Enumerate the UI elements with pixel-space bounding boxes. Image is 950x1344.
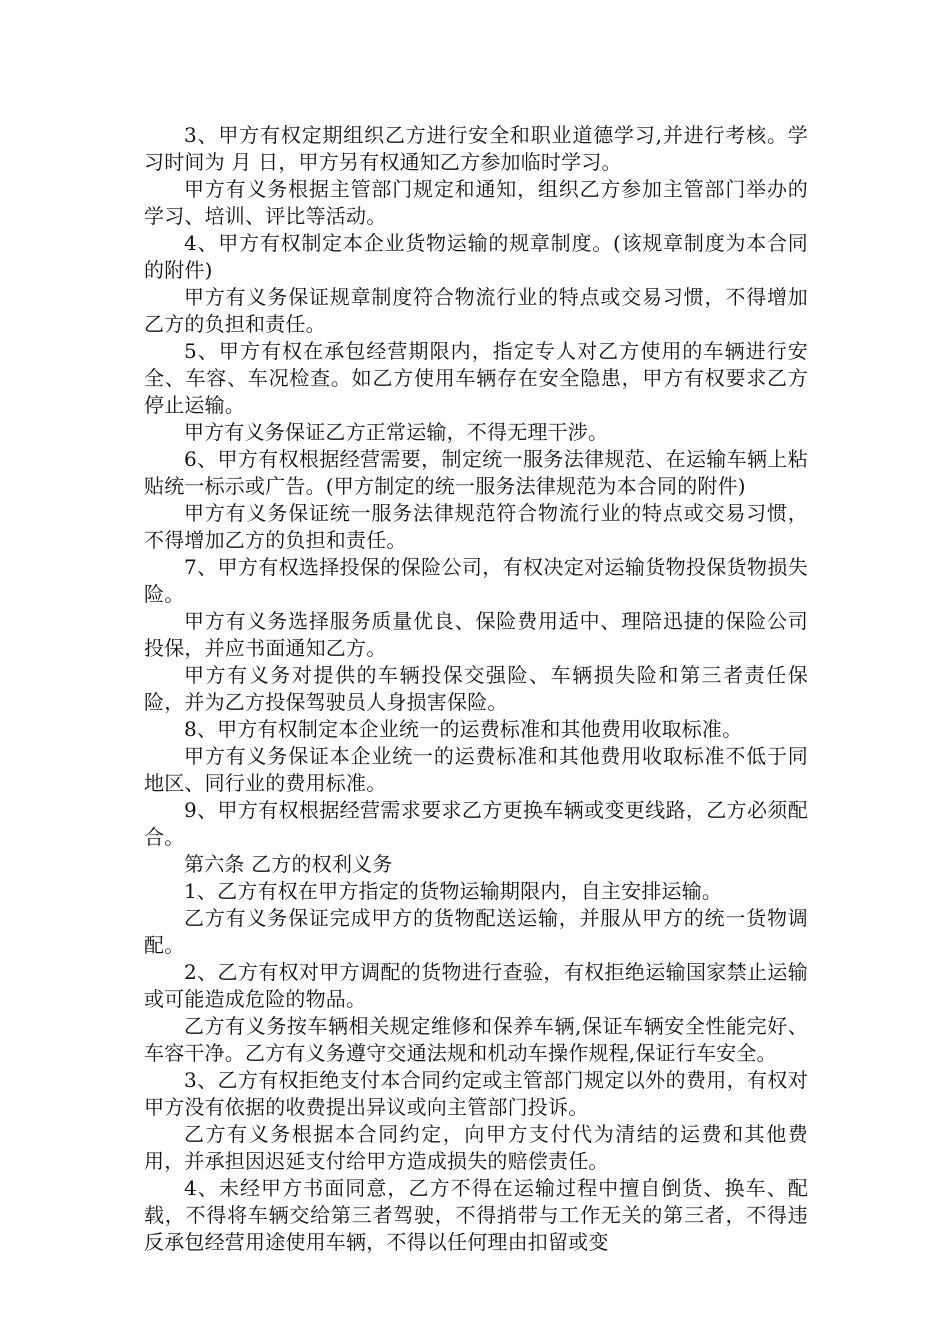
section-heading-article-6: 第六条 乙方的权利义务 <box>184 852 393 876</box>
paragraph-b-clause-2-right: 2、乙方有权对甲方调配的货物进行查验，有权拒绝运输国家禁止运输或可能造成危险的物品。 <box>144 960 808 1011</box>
paragraph-b-clause-2-duty: 乙方有义务按车辆相关规定维修和保养车辆,保证车辆安全性能完好、车容干净。乙方有义务遵守交通法规和机动车操作规程,保证行车安全。 <box>144 1014 808 1065</box>
paragraph-clause-6-duty: 甲方有义务保证统一服务法律规范符合物流行业的特点或交易习惯，不得增加乙方的负担和责任。 <box>144 501 808 552</box>
paragraph-clause-5-duty: 甲方有义务保证乙方正常运输，不得无理干涉。 <box>184 420 609 444</box>
paragraph-b-clause-3-duty: 乙方有义务根据本合同约定，向甲方支付代为清结的运费和其他费用，并承担因迟延支付给甲方造成损失的赔偿责任。 <box>144 1122 808 1173</box>
paragraph-clause-3-right: 3、甲方有权定期组织乙方进行安全和职业道德学习,并进行考核。学习时间为 月 日，甲方另有权通知乙方参加临时学习。 <box>144 123 808 174</box>
paragraph-clause-7-duty-a: 甲方有义务选择服务质量优良、保险费用适中、理陪迅捷的保险公司投保，并应书面通知乙方。 <box>144 609 808 660</box>
paragraph-clause-7-duty-b: 甲方有义务对提供的车辆投保交强险、车辆损失险和第三者责任保险，并为乙方投保驾驶员人身损害保险。 <box>144 663 808 714</box>
paragraph-clause-9-right: 9、甲方有权根据经营需求要求乙方更换车辆或变更线路，乙方必须配合。 <box>144 798 808 849</box>
paragraph-b-clause-4: 4、未经甲方书面同意，乙方不得在运输过程中擅自倒货、换车、配载，不得将车辆交给第三者驾驶，不得捎带与工作无关的第三者，不得违反承包经营用途使用车辆，不得以任何理由扣留或变 <box>144 1176 808 1254</box>
paragraph-clause-7-right: 7、甲方有权选择投保的保险公司，有权决定对运输货物投保货物损失险。 <box>144 555 808 606</box>
document-body <box>144 122 808 1256</box>
paragraph-b-clause-1-right: 1、乙方有权在甲方指定的货物运输期限内，自主安排运输。 <box>184 879 723 903</box>
paragraph-clause-8-duty: 甲方有义务保证本企业统一的运费标准和其他费用收取标准不低于同地区、同行业的费用标准。 <box>144 744 808 795</box>
paragraph-b-clause-1-duty: 乙方有义务保证完成甲方的货物配送运输，并服从甲方的统一货物调配。 <box>144 906 808 957</box>
paragraph-clause-5-right: 5、甲方有权在承包经营期限内，指定专人对乙方使用的车辆进行安全、车容、车况检查。如乙方使用车辆存在安全隐患，甲方有权要求乙方停止运输。 <box>144 339 808 417</box>
paragraph-clause-8-right: 8、甲方有权制定本企业统一的运费标准和其他费用收取标准。 <box>184 717 743 741</box>
paragraph-clause-6-right: 6、甲方有权根据经营需要，制定统一服务法律规范、在运输车辆上粘贴统一标示或广告。(甲方制定的统一服务法律规范为本合同的附件) <box>144 447 808 498</box>
paragraph-b-clause-3-right: 3、乙方有权拒绝支付本合同约定或主管部门规定以外的费用，有权对甲方没有依据的收费提出异议或向主管部门投诉。 <box>144 1068 808 1119</box>
paragraph-clause-3-duty: 甲方有义务根据主管部门规定和通知，组织乙方参加主管部门举办的学习、培训、评比等活动。 <box>144 177 808 228</box>
paragraph-clause-4-right: 4、甲方有权制定本企业货物运输的规章制度。(该规章制度为本合同的附件) <box>144 231 808 282</box>
paragraph-clause-4-duty: 甲方有义务保证规章制度符合物流行业的特点或交易习惯，不得增加乙方的负担和责任。 <box>144 285 808 336</box>
